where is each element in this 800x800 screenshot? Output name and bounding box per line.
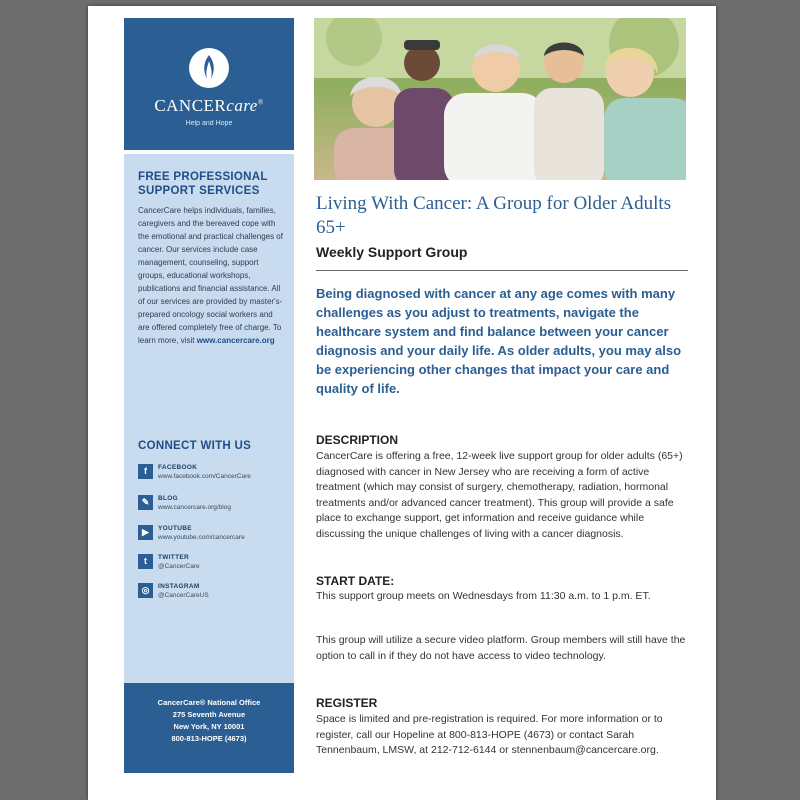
- twitter-icon: t: [138, 554, 153, 569]
- national-office-box: [124, 683, 294, 773]
- youtube-icon: ▶: [138, 525, 153, 540]
- brand-tagline: Help and Hope: [185, 120, 233, 127]
- services-heading: FREE PROFESSIONAL SUPPORT SERVICES: [138, 171, 268, 197]
- start-date-text: This support group meets on Wednesdays from 11:30 a.m. to 1 p.m. ET.: [316, 590, 651, 602]
- cancercare-logo: [124, 18, 294, 150]
- page-subtitle: Weekly Support Group: [316, 244, 468, 260]
- intro-paragraph: Being diagnosed with cancer at any age comes with many challenges as you adjust to treatments, navigate the healthcare system and find balance between your cancer diagnosis and your daily life. As older adults, you may also be experiencing other changes that impact your care and quality of life.: [316, 286, 682, 396]
- facebook-icon: f: [138, 464, 153, 479]
- flyer-page: [88, 6, 716, 800]
- office-name: CancerCare® National Office: [157, 698, 261, 707]
- website-link[interactable]: www.cancercare.org: [196, 336, 275, 345]
- description-heading: DESCRIPTION: [316, 433, 399, 447]
- office-street: 275 Seventh Avenue: [172, 710, 246, 719]
- register-heading: REGISTER: [316, 696, 378, 710]
- sidebar: FREE PROFESSIONAL SUPPORT SERVICES CancerCare helps individuals, families, caregivers and the bereaved cope with the emotional and practical challenges of cancer. Our services include case management, counseling, support groups, educational workshops, publications and financial assistance. All of our services are provided by master's-prepared oncology social workers and are offered completely free of charge. To learn more, visit www.cancercare.org CONNECT WITH US f FACEBOOK www.facebook.com/CancerCare ✎ BLOG www.cancercare.org/blog ▶ YOUTUBE www.youtube.com/cancercare t TWITTER @CancerCare ◎ INSTAGRAM @CancerCareUS: [124, 154, 294, 684]
- connect-heading: CONNECT WITH US: [138, 440, 252, 452]
- office-city: New York, NY 10001: [173, 722, 245, 731]
- brand-name: CANCERcare®: [154, 96, 264, 115]
- register-text: Space is limited and pre-registration is required. For more information or to register, call our Hopeline at 800-813-HOPE (4673) or contact Sarah Tennenbaum, LMSW, at 212-712-6144 or stennenbaum@cancercare.org.: [316, 713, 663, 756]
- start-date-heading: START DATE:: [316, 574, 395, 588]
- divider: [316, 270, 688, 271]
- older-adults-group-image: [314, 18, 686, 180]
- platform-text: This group will utilize a secure video platform. Group members will still have the option to call in if they do not have access to video technology.: [316, 634, 686, 662]
- hero-photo: [314, 18, 686, 180]
- office-phone: 800-813-HOPE (4673): [171, 734, 247, 743]
- instagram-icon: ◎: [138, 583, 153, 598]
- services-text: CancerCare helps individuals, families, caregivers and the bereaved cope with the emotional and practical challenges of cancer. Our services include case management, counseling, support groups, educational workshops, publications and financial assistance. All of our services are provided by master's-prepared oncology social workers and are offered completely free of charge. To learn more, visit www.cancercare.org: [138, 206, 283, 345]
- blog-icon: ✎: [138, 495, 153, 510]
- flame-icon: [189, 48, 229, 88]
- page-title: Living With Cancer: A Group for Older Adults 65+: [316, 193, 672, 238]
- description-text: CancerCare is offering a free, 12-week live support group for older adults (65+) diagnosed with cancer in New Jersey who are receiving a form of active treatment (which may consist of surgery, chemotherapy, radiation, hormonal treatments and/or advanced cancer treatment). This group will provide a safe place to exchange support, get information and receive guidance while discussing the unique challenges of living with a cancer diagnosis.: [316, 450, 683, 540]
